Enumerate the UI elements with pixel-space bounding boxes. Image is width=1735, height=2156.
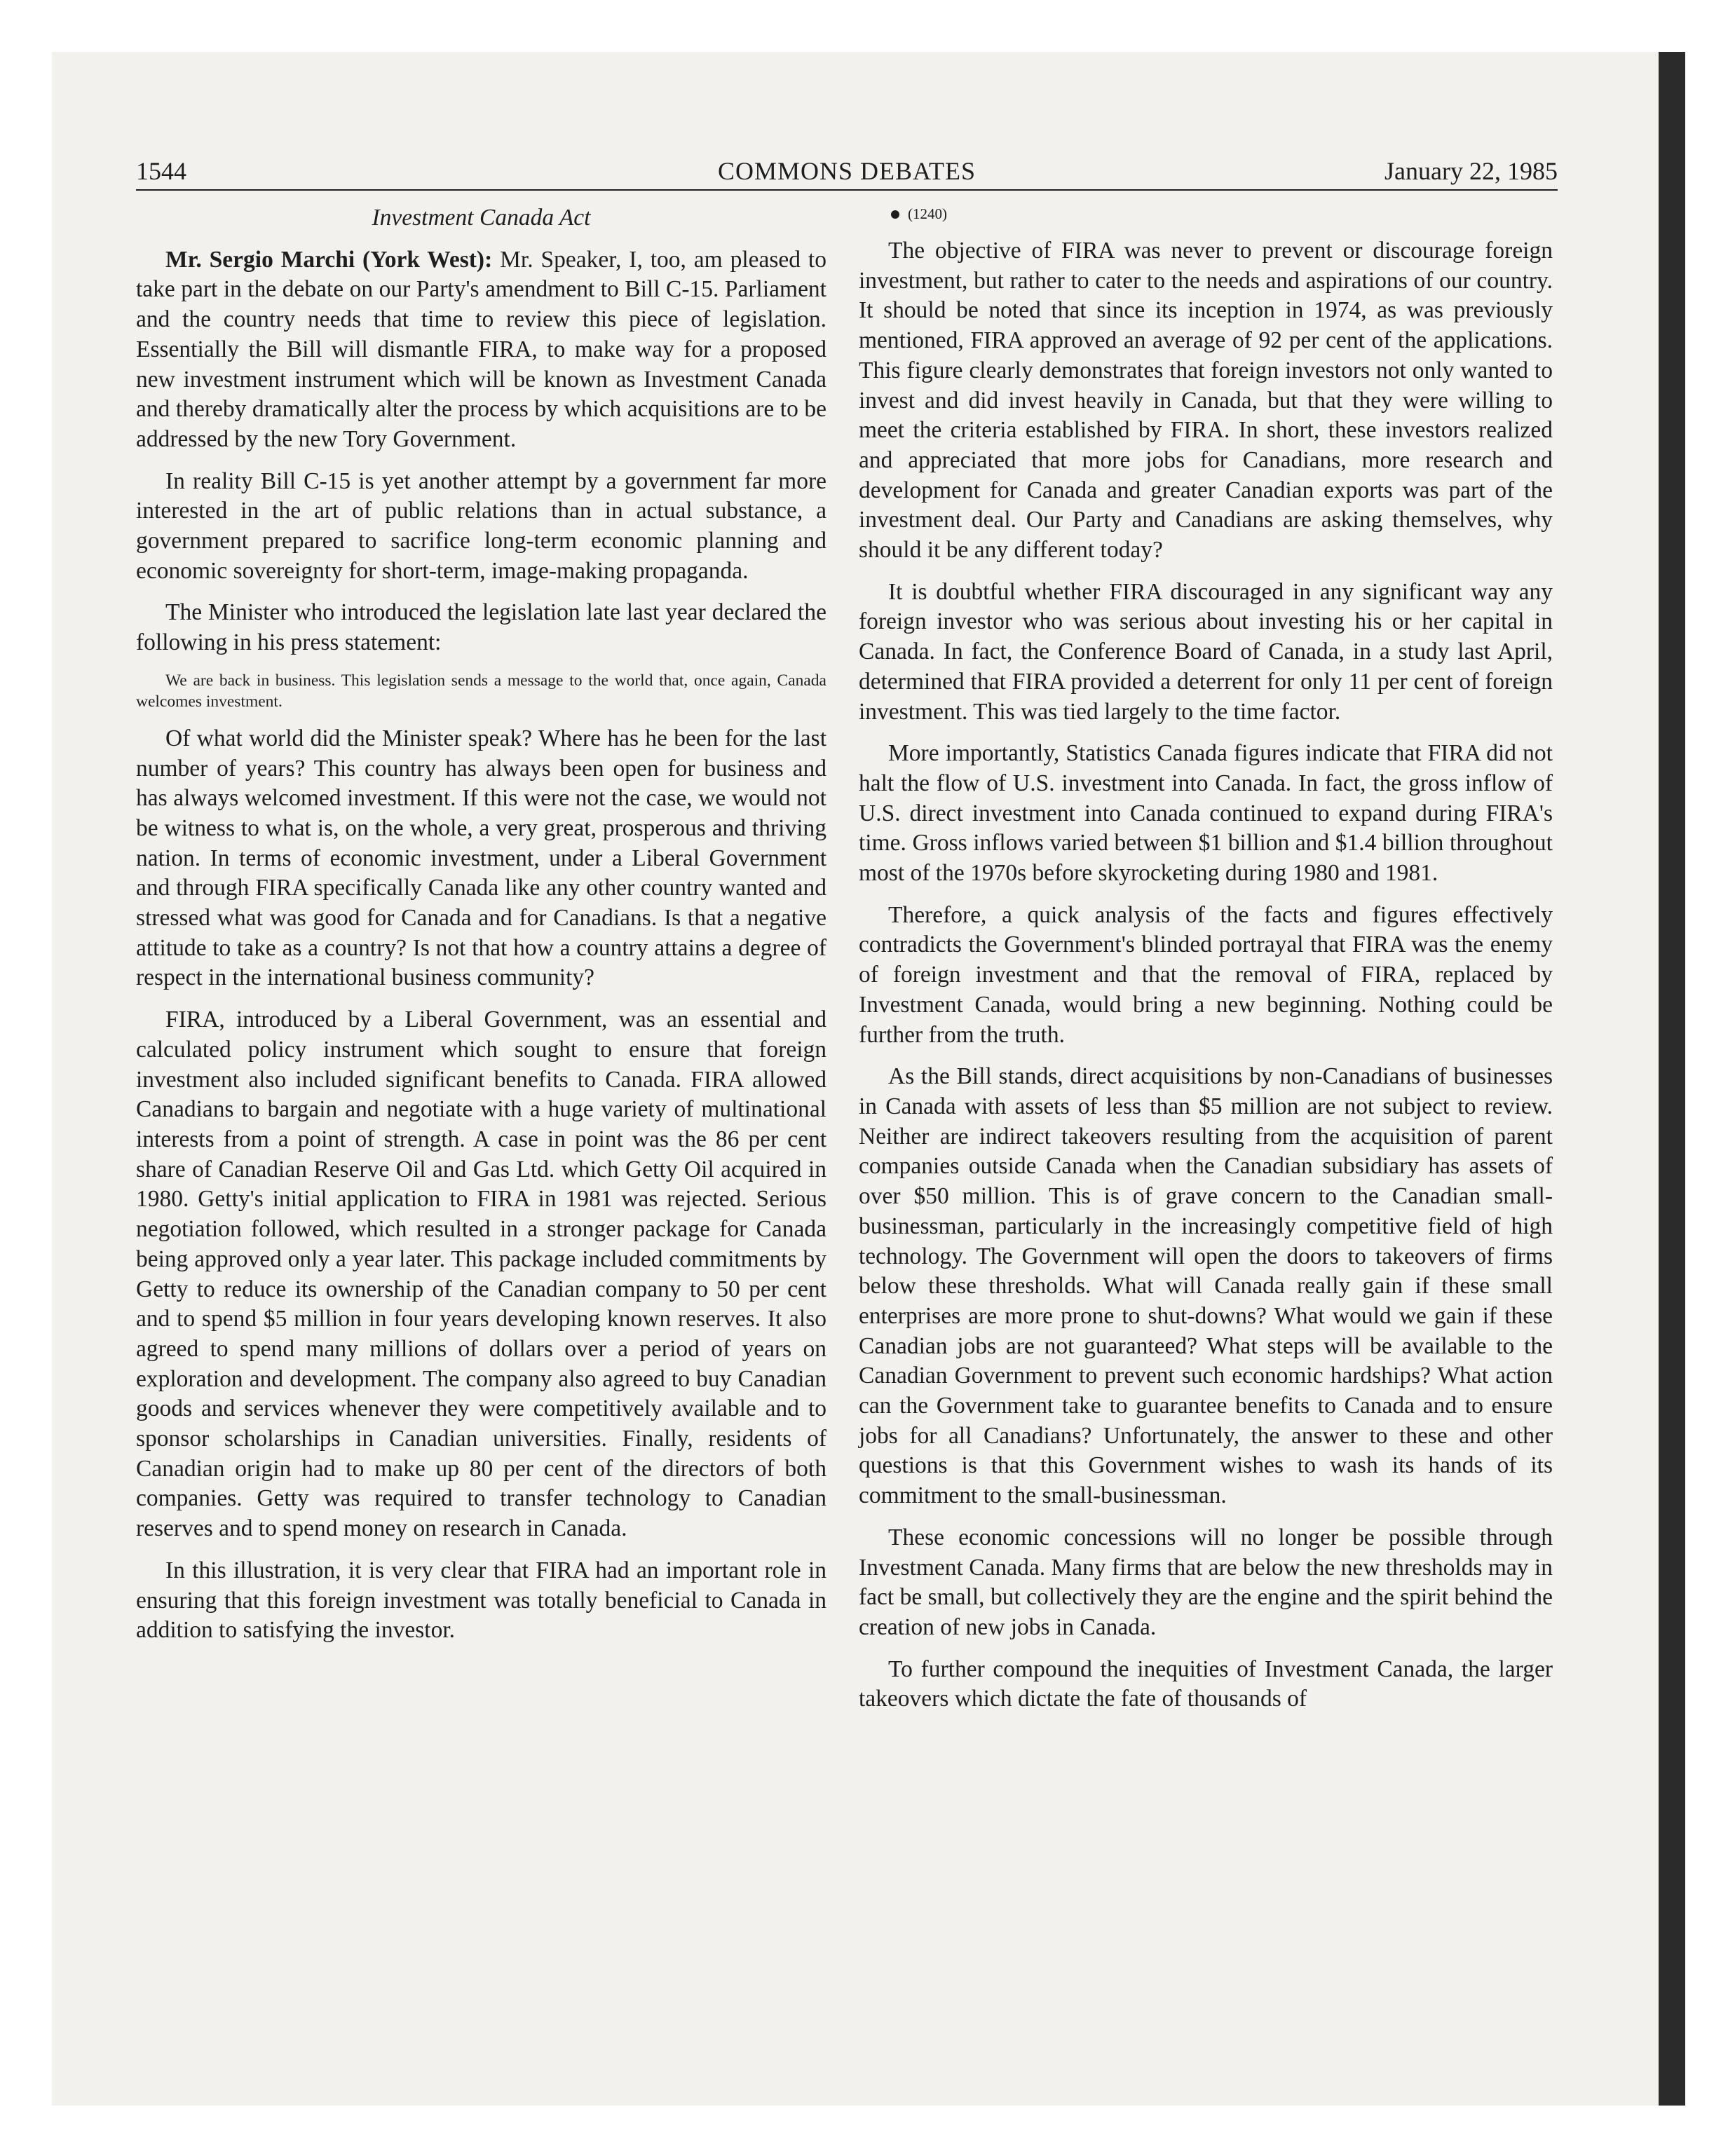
paragraph-text: Mr. Speaker, I, too, am pleased to take part in the debate on our Party's amendment to Bill C-15. Parliament and the country needs that time to review this piece of legislation. Essentially the Bill will dismantle FIRA, to make way for a proposed new investment instrument which will be known as Investment Canada and thereby dramatically alter the process by which acquisitions are to be addressed by the new Tory Government. (136, 246, 826, 452)
paragraph: Therefore, a quick analysis of the facts and figures effectively contradicts the Government's blinded portrayal that FIRA was the enemy of foreign investment and that the removal of FIRA, replaced by Investment Canada, would bring a new beginning. Nothing could be further from the truth. (859, 901, 1553, 1048)
paragraph: As the Bill stands, direct acquisitions by non-Canadians of businesses in Canada with assets of less than $5 million are not subject to review. Neither are indirect takeovers resulting from the acquisition of parent companies outside Canada when the Canadian subsidiary has assets of over $50 million. This is of grave concern to the Canadian small-businessman, particularly in the increasingly competitive field of high technology. The Government will open the doors to takeovers of firms below these thresholds. What will Canada really gain if these small enterprises are more prone to shut-downs? What would we gain if these Canadian jobs are not guaranteed? What steps will be available to the Canadian Government to prevent such economic hardships? What action can the Government take to guarantee benefits to Canada and to ensure jobs for all Canadians? Unfortunately, the answer to these and other questions is that this Government wishes to wash its hands of its commitment to the small-businessman. (859, 1063, 1553, 1509)
bullet-icon (891, 210, 899, 219)
paragraph: In reality Bill C-15 is yet another attempt by a government far more interested in the art of public relations than in actual substance, a government prepared to sacrifice long-term economic planning and economic sovereignty for short-term, image-making propaganda. (136, 468, 826, 584)
publication-title: COMMONS DEBATES (717, 157, 977, 185)
header-rule (136, 189, 1558, 191)
right-column (859, 203, 1553, 1726)
paragraph: The Minister who introduced the legislation late last year declared the following in his press statement: (136, 599, 826, 656)
publication-date: January 22, 1985 (1384, 157, 1558, 185)
paragraph: To further compound the inequities of Investment Canada, the larger takeovers which dictate the fate of thousands of (859, 1656, 1553, 1712)
paragraph: These economic concessions will no longer be possible through Investment Canada. Many firms that are below the new thresholds may in fact be small, but collectively they are the engine and the spirit behind the creation of new jobs in Canada. (859, 1524, 1553, 1640)
paragraph: The objective of FIRA was never to prevent or discourage foreign investment, but rather to cater to the needs and aspirations of our country. It should be noted that since its inception in 1974, as was previously mentioned, FIRA approved an average of 92 per cent of the applications. This figure clearly demonstrates that foreign investors not only wanted to invest and did invest heavily in Canada, but that they were willing to meet the criteria established by FIRA. In short, these investors realized and appreciated that more jobs for Canadians, more research and development for Canada and greater Canadian exports was part of the investment deal. Our Party and Canadians are asking themselves, why should it be any different today? (859, 238, 1553, 564)
paragraph: Of what world did the Minister speak? Where has he been for the last number of years? This country has always been open for business and has always welcomed investment. If this were not the case, we would not be witness to what is, on the whole, a very great, prosperous and thriving nation. In terms of economic investment, under a Liberal Government and through FIRA specifically Canada like any other country wanted and stressed what was good for Canada and for Canadians. Is that a negative attitude to take as a country? Is not that how a country attains a degree of respect in the international business community? (136, 725, 826, 991)
speaker-name: Mr. Sergio Marchi (York West): (165, 246, 493, 273)
block-quote: We are back in business. This legislation sends a message to the world that, once again, Canada welcomes investment. (136, 671, 826, 711)
paragraph (136, 245, 826, 455)
time-marker-text: (1240) (908, 205, 947, 222)
paragraph: In this illustration, it is very clear that FIRA had an important role in ensuring that this foreign investment was totally beneficial to Canada in addition to satisfying the investor. (136, 1557, 826, 1644)
time-marker (859, 203, 1553, 224)
left-column (136, 203, 826, 1658)
page-header (136, 156, 1558, 191)
act-title: Investment Canada Act (372, 205, 591, 231)
book-spine-shadow (1659, 52, 1685, 2106)
paragraph: More importantly, Statistics Canada figures indicate that FIRA did not halt the flow of U.S. investment into Canada. In fact, the gross inflow of U.S. direct investment into Canada continued to expand during FIRA's time. Gross inflows varied between $1 billion and $1.4 billion throughout most of the 1970s before skyrocketing during 1980 and 1981. (859, 740, 1553, 887)
paragraph: It is doubtful whether FIRA discouraged in any significant way any foreign investor who was serious about investing his or her capital in Canada. In fact, the Conference Board of Canada, in a study last April, determined that FIRA provided a deterrent for only 11 per cent of foreign investment. This was tied largely to the time factor. (859, 578, 1553, 725)
paragraph: FIRA, introduced by a Liberal Government, was an essential and calculated policy instrument which sought to ensure that foreign investment also included significant benefits to Canada. FIRA allowed Canadians to bargain and negotiate with a huge variety of multinational interests from a point of strength. A case in point was the 86 per cent share of Canadian Reserve Oil and Gas Ltd. which Getty Oil acquired in 1980. Getty's initial application to FIRA in 1981 was rejected. Serious negotiation followed, which resulted in a stronger package for Canada being approved only a year later. This package included commitments by Getty to reduce its ownership of the Canadian company to 50 per cent and to spend $5 million in four years developing known reserves. It also agreed to spend many millions of dollars over a period of years on exploration and development. The company also agreed to buy Canadian goods and services whenever they were competitively available and to sponsor scholarships in Canadian universities. Finally, residents of Canadian origin had to make up 80 per cent of the directors of both companies. Getty was required to transfer technology to Canadian reserves and to spend money on research in Canada. (136, 1007, 826, 1542)
page-number: 1544 (136, 157, 186, 185)
